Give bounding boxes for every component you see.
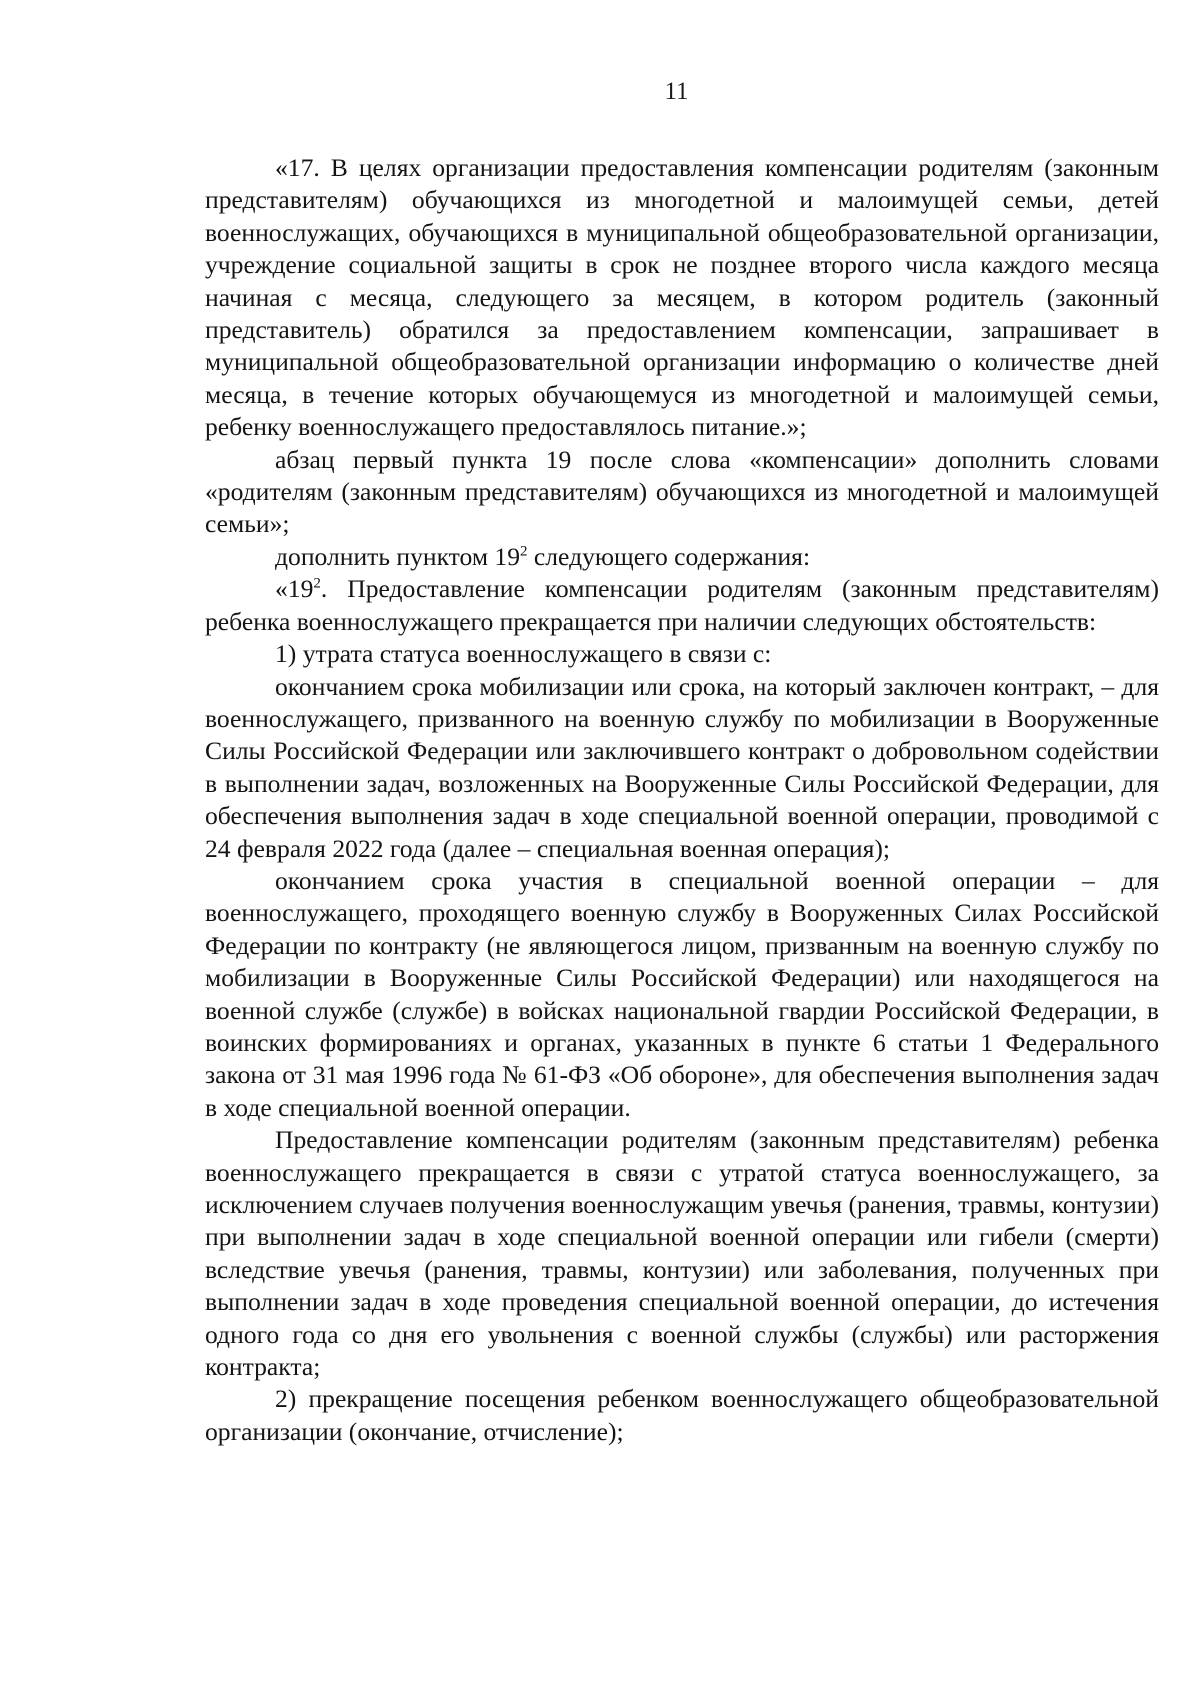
superscript-2: 2 <box>313 575 321 592</box>
paragraph-item-19-amendment: абзац первый пункта 19 после слова «компенсации» дополнить словами «родителям (законным представителям) обучающихся из многодетной и малоимущей семьи»; <box>205 444 1159 539</box>
paragraph-item-19-2-intro <box>205 541 1159 573</box>
paragraph-exception: Предоставление компенсации родителям (законным представителям) ребенка военнослужащего прекращается в связи с утратой статуса военнослужащего, за исключением случаев получения военнослужащим увечья (ранения, травмы, контузии) при выполнении задач в ходе специальной военной операции или гибели (смерти) вследствие увечья (ранения, травмы, контузии) или заболевания, полученных при выполнении задач в ходе проведения специальной военной операции, до истечения одного года со дня его увольнения с военной службы (службы) или расторжения контракта; <box>205 1125 1160 1382</box>
paragraph-item-19-2 <box>205 573 1159 638</box>
item-19-2-before: «19 <box>275 574 314 604</box>
intro-text-after: следующего содержания: <box>527 541 811 571</box>
paragraph-item-17: «17. В целях организации предоставления компенсации родителям (законным представителям) обучающихся из многодетной и малоимущей семьи, детей военнослужащих, обучающихся в муниципальной общеобразовательной организации, учреждение социальной защиты в срок не позднее второго числа каждого месяца начиная с месяца, следующего за месяцем, в котором родитель (законный представитель) обратился за предоставлением компенсации, запрашивает в муниципальной общеобразовательной организации информацию о количестве дней месяца, в течение которых обучающемуся из многодетной и малоимущей семьи, ребенку военнослужащего предоставлялось питание.»; <box>205 153 1159 442</box>
paragraph-subitem-1-mobilization: окончанием срока мобилизации или срока, на который заключен контракт, – для военнослужащего, призванного на военную службу по мобилизации в Вооруженные Силы Российской Федерации или заключившего контракт о добровольном содействии в выполнении задач, возложенных на Вооруженные Силы Российской Федерации, для обеспечения выполнения задач в ходе специальной военной операции, проводимой с 24 февраля 2022 года (далее – специальная военная операция); <box>205 671 1159 863</box>
intro-text-before: дополнить пунктом 19 <box>275 541 521 571</box>
document-body <box>205 152 1159 1448</box>
paragraph-subitem-1: 1) утрата статуса военнослужащего в связи с: <box>275 639 772 669</box>
paragraph-subitem-1-contract: окончанием срока участия в специальной военной операции – для военнослужащего, проходящего военную службу в Вооруженных Силах Российской Федерации по контракту (не являющегося лицом, призванным на военную службу по мобилизации в Вооруженные Силы Российской Федерации) или находящегося на военной службе (службе) в войсках национальной гвардии Российской Федерации, в воинских формированиях и органах, указанных в пункте 6 статьи 1 Федерального закона от 31 мая 1996 года № 61-ФЗ «Об обороне», для обеспечения выполнения задач в ходе специальной военной операции. <box>205 865 1159 1122</box>
item-19-2-after: . Предоставление компенсации родителям (законным представителям) ребенка военнослужащего прекращается при наличии следующих обстоятельств: <box>205 574 1159 636</box>
superscript-2: 2 <box>520 543 528 560</box>
page-number: 11 <box>664 78 689 105</box>
paragraph-subitem-2: 2) прекращение посещения ребенком военнослужащего общеобразовательной организации (окончание, отчисление); <box>205 1384 1159 1446</box>
